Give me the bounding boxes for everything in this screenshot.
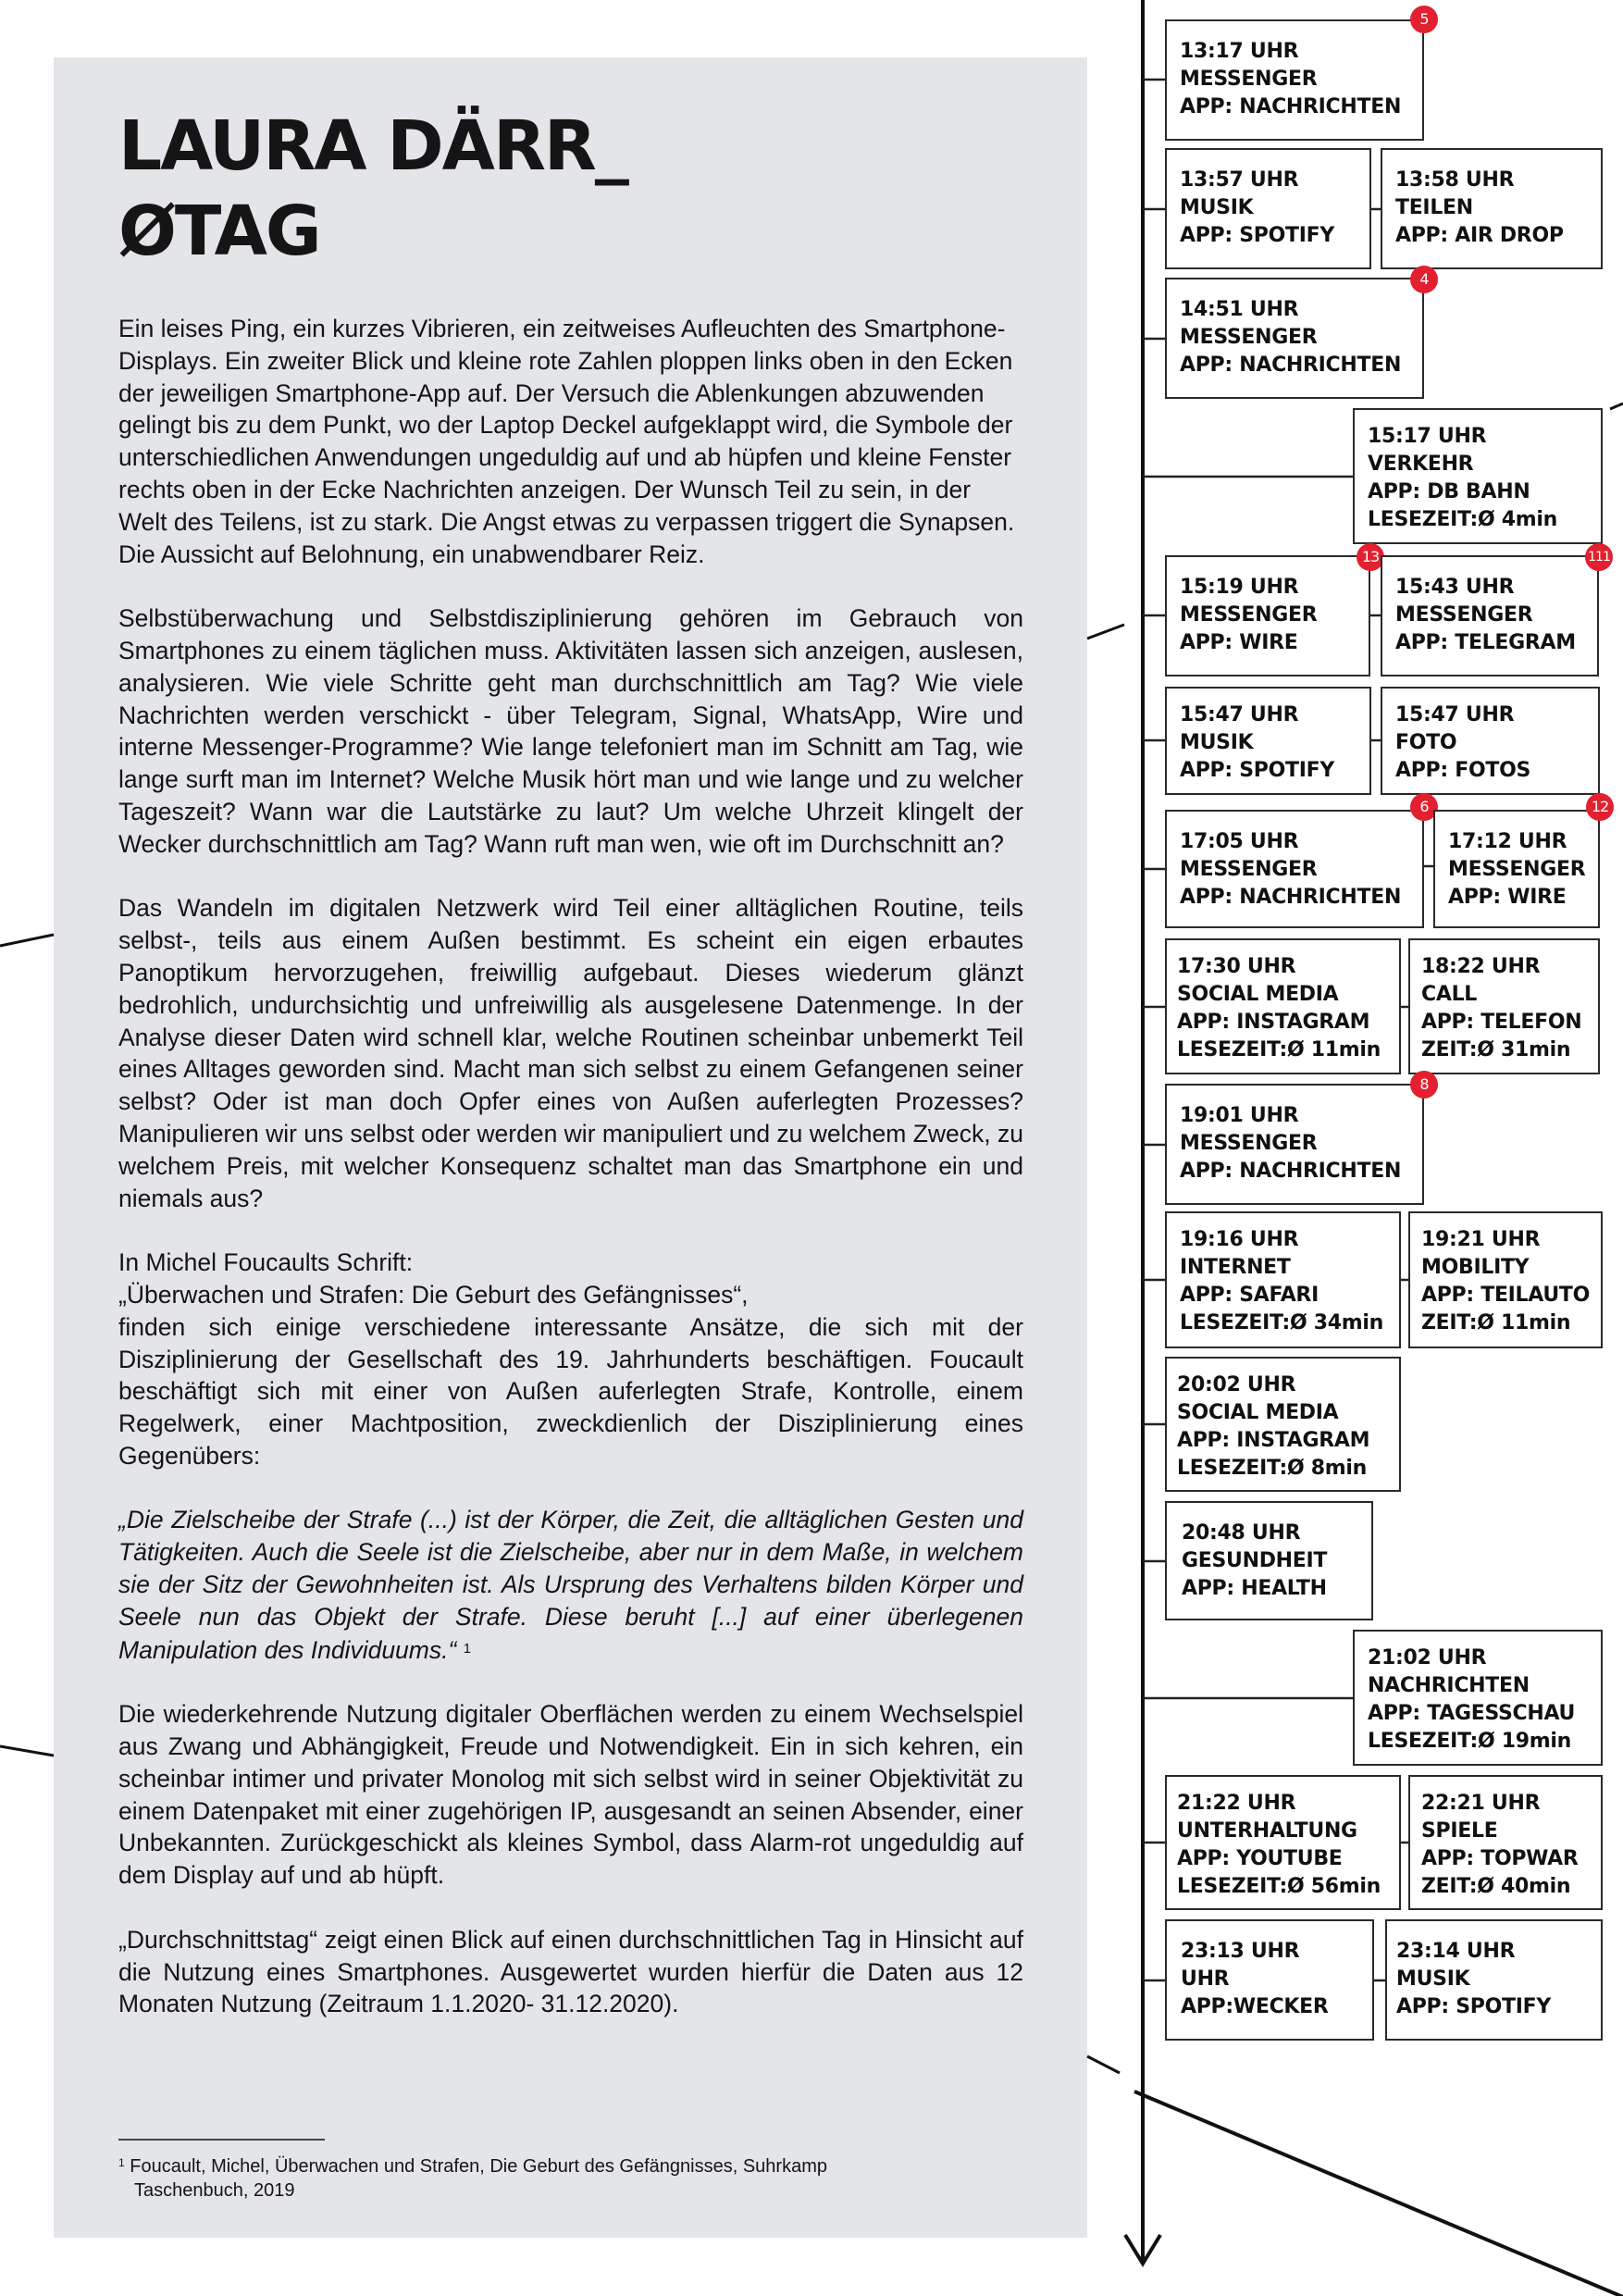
entry-detail: LESEZEIT:Ø 11min — [1177, 1038, 1381, 1061]
title-line-project: ØTAG — [118, 192, 320, 271]
timeline-entry — [1165, 555, 1370, 676]
entry-time: 21:02 UHR — [1368, 1646, 1487, 1669]
notification-badge: 5 — [1410, 6, 1438, 33]
timeline-entry — [1385, 1919, 1603, 2041]
entry-time: 15:47 UHR — [1180, 703, 1299, 726]
timeline-entry — [1165, 148, 1371, 269]
entry-time: 15:19 UHR — [1180, 576, 1299, 599]
footnote-line-1: Foucault, Michel, Überwachen und Strafen, Die Geburt des Gefängnisses, Suhrkamp — [130, 2156, 827, 2177]
entry-category: MESSENGER — [1180, 326, 1318, 349]
entry-app: APP: NACHRICHTEN — [1180, 95, 1402, 118]
entry-category: MESSENGER — [1180, 1132, 1318, 1155]
entry-app: APP: WIRE — [1448, 886, 1567, 909]
entry-detail: LESEZEIT:Ø 4min — [1368, 508, 1557, 531]
timeline-entry — [1165, 278, 1424, 399]
entry-time: 13:57 UHR — [1180, 168, 1299, 192]
timeline-entry — [1353, 1630, 1603, 1766]
entry-app: APP: INSTAGRAM — [1177, 1011, 1370, 1034]
timeline-entry — [1381, 148, 1603, 269]
paragraph-durchschnittstag: „Durchschnittstag“ zeigt einen Blick auf einen durchschnittlichen Tag in Hinsicht auf die Nutzung eines Smartphones. Ausgewertet wurden hierfür die Daten aus 12 Monaten Nutzung (Zeitraum 1.1.2020- 31.12.2020). — [118, 1925, 1023, 2018]
entry-category: UHR — [1181, 1967, 1230, 1991]
notification-badge: 111 — [1585, 543, 1613, 571]
timeline-entry — [1165, 19, 1424, 141]
entry-category: VERKEHR — [1368, 453, 1474, 476]
entry-category: MUSIK — [1180, 731, 1254, 754]
entry-category: SOCIAL MEDIA — [1177, 1401, 1339, 1424]
entry-app: APP: SPOTIFY — [1180, 224, 1334, 247]
entry-category: CALL — [1421, 983, 1478, 1006]
entry-detail: ZEIT:Ø 40min — [1421, 1875, 1571, 1898]
entry-time: 17:30 UHR — [1177, 955, 1296, 978]
entry-category: UNTERHALTUNG — [1177, 1819, 1357, 1843]
entry-app: APP: WIRE — [1180, 631, 1298, 654]
entry-category: FOTO — [1395, 731, 1457, 754]
entry-detail: LESEZEIT:Ø 34min — [1180, 1311, 1383, 1334]
paragraph-book-title: „Überwachen und Strafen: Die Geburt des Gefängnisses“, — [118, 1280, 749, 1309]
timeline-entry — [1165, 1357, 1401, 1492]
timeline-entry — [1433, 810, 1600, 928]
entry-app: APP: NACHRICHTEN — [1180, 354, 1402, 377]
entry-category: MESSENGER — [1180, 603, 1318, 627]
timeline-entry — [1408, 1775, 1603, 1910]
entry-category: MUSIK — [1180, 196, 1254, 219]
notification-badge: 13 — [1357, 543, 1384, 571]
quote-text: „Die Zielscheibe der Strafe (...) ist der Körper, die Zeit, die alltäglichen Gesten und Tätigkeiten. Auch die Seele ist die Zielscheibe, aber nur in dem Maße, in welchem sie der Sitz der Gewohnheiten ist. Als Ursprung des Verhaltens bilden Körper und Seele nun das Objekt der Strafe. Diese beruht [...] auf einer überlegenen Manipulation des Individuums.“ — [118, 1506, 1023, 1664]
entry-category: SOCIAL MEDIA — [1177, 983, 1339, 1006]
entry-app: APP: TELEGRAM — [1395, 631, 1576, 654]
entry-time: 17:05 UHR — [1180, 830, 1299, 853]
entry-time: 21:22 UHR — [1177, 1792, 1296, 1815]
entry-category: SPIELE — [1421, 1819, 1498, 1843]
timeline-entry — [1165, 1084, 1424, 1205]
notification-badge: 8 — [1410, 1071, 1438, 1098]
paragraph-foucault-summary: finden sich einige verschiedene interessante Ansätze, die sich mit der Disziplinierung der Gesellschaft des 19. Jahrhunderts beschäftigen. Foucault beschäftigt sich mit einer von Außen auferlegten Strafe, Kontrolle, einem Regelwerk, einer Machtposition, zweckdienlich der Disziplinierung eines Gegenübers: — [118, 1312, 1023, 1470]
entry-detail: LESEZEIT:Ø 8min — [1177, 1457, 1367, 1480]
entry-app: APP: SPOTIFY — [1180, 759, 1334, 782]
notification-badge: 4 — [1410, 266, 1438, 293]
timeline-entry — [1165, 1211, 1401, 1348]
entry-category: MOBILITY — [1421, 1256, 1530, 1279]
quote-footnote-mark: 1 — [463, 1640, 472, 1657]
entry-app: APP: TAGESSCHAU — [1368, 1702, 1576, 1725]
entry-category: GESUNDHEIT — [1182, 1549, 1328, 1572]
entry-time: 13:58 UHR — [1395, 168, 1515, 192]
entry-category: MESSENGER — [1180, 858, 1318, 881]
entry-category: TEILEN — [1395, 196, 1473, 219]
entry-time: 19:16 UHR — [1180, 1228, 1299, 1251]
paragraph-intro: Ein leises Ping, ein kurzes Vibrieren, ein zeitweises Aufleuchten des Smartphone-Displays. Ein zweiter Blick und kleine rote Zahlen ploppen links oben in den Ecken der jeweiligen Smartphone-App auf. Der Versuch die Ablenkungen abzuwenden gelingt bis zu dem Punkt, wo der Laptop Deckel aufgeklappt wird, die Symbole der unterschiedlichen Anwendungen ungeduldig auf und ab hüpfen und kleine Fenster rechts oben in der Ecke Nachrichten anzeigen. Der Wunsch Teil zu sein, in der Welt des Teilens, ist zu stark. Die Angst etwas zu verpassen triggert die Synapsen. — [118, 315, 1015, 536]
entry-app: APP: TEILAUTO — [1421, 1284, 1590, 1307]
timeline-entry — [1353, 408, 1603, 544]
paragraph-foucault-intro: In Michel Foucaults Schrift: — [118, 1248, 414, 1277]
entry-time: 18:22 UHR — [1421, 955, 1541, 978]
entry-detail: ZEIT:Ø 11min — [1421, 1311, 1571, 1334]
timeline-entry — [1165, 687, 1371, 795]
entry-category: NACHRICHTEN — [1368, 1674, 1530, 1697]
entry-detail: LESEZEIT:Ø 56min — [1177, 1875, 1381, 1898]
entry-time: 19:21 UHR — [1421, 1228, 1541, 1251]
entry-app: APP: NACHRICHTEN — [1180, 1160, 1402, 1183]
entry-app: APP: DB BAHN — [1368, 480, 1530, 503]
entry-time: 13:17 UHR — [1180, 40, 1299, 63]
entry-app: APP: HEALTH — [1182, 1577, 1327, 1600]
entry-app: APP: TOPWAR — [1421, 1847, 1579, 1870]
entry-app: APP: SPOTIFY — [1396, 1995, 1551, 2018]
entry-time: 20:02 UHR — [1177, 1373, 1296, 1396]
entry-app: APP: AIR DROP — [1395, 224, 1564, 247]
entry-app: APP: TELEFON — [1421, 1011, 1582, 1034]
entry-time: 14:51 UHR — [1180, 298, 1299, 321]
entry-category: MESSENGER — [1448, 858, 1586, 881]
timeline-entry — [1165, 810, 1424, 928]
entry-app: APP: YOUTUBE — [1177, 1847, 1343, 1870]
entry-time: 23:13 UHR — [1181, 1940, 1300, 1963]
entry-time: 15:47 UHR — [1395, 703, 1515, 726]
footnote-mark: 1 — [118, 2156, 125, 2169]
timeline-entry — [1165, 1501, 1373, 1620]
paragraph-intro-closing: Die Aussicht auf Belohnung, ein unabwendbarer Reiz. — [118, 540, 705, 568]
entry-category: INTERNET — [1180, 1256, 1291, 1279]
timeline-entry — [1381, 555, 1599, 676]
entry-app: APP: NACHRICHTEN — [1180, 886, 1402, 909]
timeline-entry — [1165, 1775, 1401, 1910]
timeline-entry — [1408, 1211, 1603, 1348]
entry-time: 23:14 UHR — [1396, 1940, 1516, 1963]
entry-detail: ZEIT:Ø 31min — [1421, 1038, 1571, 1061]
entry-time: 15:43 UHR — [1395, 576, 1515, 599]
entry-time: 15:17 UHR — [1368, 425, 1487, 448]
paragraph-self-surveillance: Selbstüberwachung und Selbstdisziplinierung gehören im Gebrauch von Smartphones zu einem täglichen muss. Aktivitäten lassen sich anzeigen, auslesen, analysieren. Wie viele Schritte geht man durchschnittlich am Tag? Wie viele Nachrichten werden verschickt - über Telegram, Signal, WhatsApp, Wire und interne Messenger-Programme? Wie lange telefoniert man im Schnitt am Tag, wie lange surft man im Internet? Welche Musik hört man und wie lange und zu welcher Tageszeit? Wann war die Lautstärke zu laut? Um welche Uhrzeit klingelt der Wecker durchschnittlich am Tag? Wann ruft man wen, wie oft im Durchschnitt an? — [118, 604, 1023, 858]
timeline-entry — [1408, 938, 1600, 1074]
entry-app: APP: FOTOS — [1395, 759, 1531, 782]
entry-app: APP: INSTAGRAM — [1177, 1429, 1370, 1452]
entry-time: 20:48 UHR — [1182, 1521, 1301, 1545]
entry-time: 19:01 UHR — [1180, 1104, 1299, 1127]
entry-app: APP: SAFARI — [1180, 1284, 1319, 1307]
entry-time: 22:21 UHR — [1421, 1792, 1541, 1815]
paragraph-interplay: Die wiederkehrende Nutzung digitaler Oberflächen werden zu einem Wechselspiel aus Zwang und Abhängigkeit, Freude und Notwendigkeit. Ein in sich kehren, ein scheinbar intimer und privater Monolog mit sich selbst wird in seiner Objektivität zu einem Datenpaket mit einer zugehörigen IP, ausgesandt an seinen Absender, einer Unbekannten. Zurückgeschickt als kleines Symbol, dass Alarm-rot ungeduldig auf dem Display auf und ab hüpft. — [118, 1700, 1023, 1890]
paragraph-panopticon: Das Wandeln im digitalen Netzwerk wird Teil einer alltäglichen Routine, teils selbst-, teils aus einem Außen bestimmt. Es scheint ein eigen erbautes Panoptikum hervorzugehen, freiwillig aufgebaut. Dieses wiederum glänzt bedrohlich, undurchsichtig und unfreiwillig als ausgelesene Datenmenge. In der Analyse dieser Daten wird schnell klar, welche Routinen scheinbar unbemerkt Teil eines Alltages geworden sind. Macht man sich selbst zu einem Gefangenen seiner selbst? Oder ist man doch Opfer eines von Außen auferlegten Prozesses? Manipulieren wir uns selbst oder werden wir manipuliert und zu welchem Zweck, zu welchem Preis, mit welcher Konsequenz schaltet man das Smartphone ein und niemals aus? — [118, 894, 1023, 1212]
entry-detail: LESEZEIT:Ø 19min — [1368, 1730, 1571, 1753]
timeline-entry — [1165, 1919, 1374, 2041]
entry-app: APP:WECKER — [1181, 1995, 1329, 2018]
notification-badge: 12 — [1586, 793, 1614, 821]
timeline-entry — [1165, 938, 1401, 1074]
footnote-line-2: Taschenbuch, 2019 — [134, 2180, 295, 2201]
timeline-entry — [1381, 687, 1600, 795]
entry-category: MESSENGER — [1395, 603, 1533, 627]
notification-badge: 6 — [1410, 793, 1438, 821]
entry-category: MUSIK — [1396, 1967, 1470, 1991]
entry-category: MESSENGER — [1180, 68, 1318, 91]
title-line-author: LAURA DÄRR_ — [118, 106, 627, 186]
entry-time: 17:12 UHR — [1448, 830, 1567, 853]
